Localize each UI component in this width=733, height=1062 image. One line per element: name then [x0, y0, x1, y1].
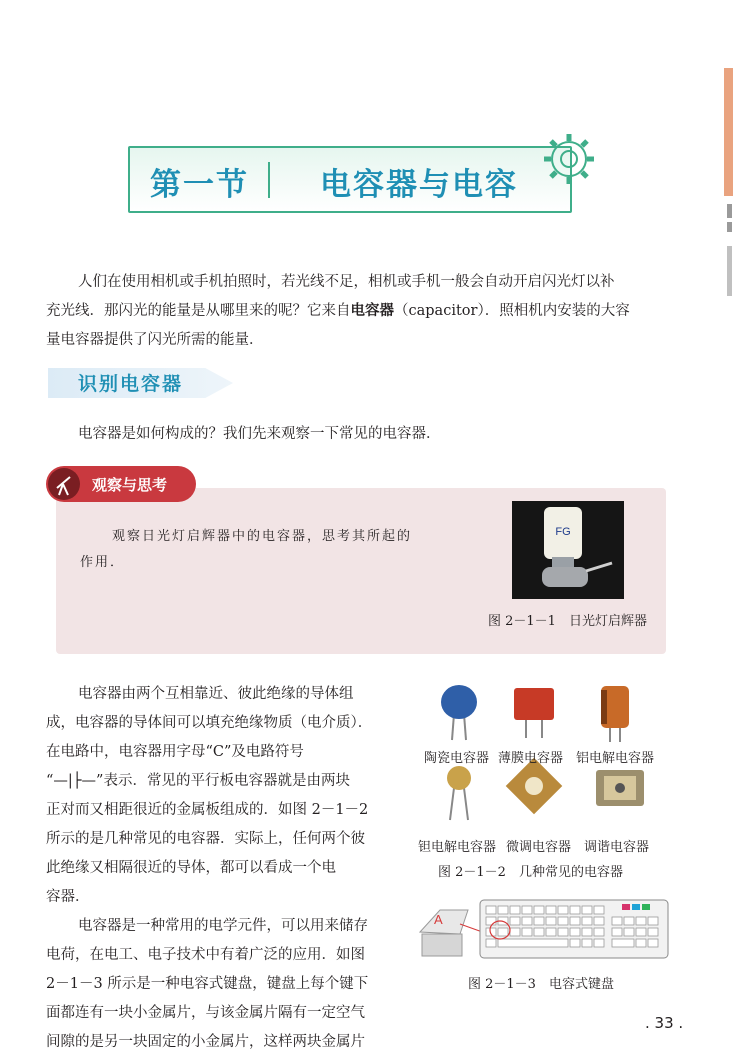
body-line: 间隙的是另一块固定的小金属片，这样两块金属片	[46, 1034, 365, 1050]
telescope-icon	[48, 468, 80, 500]
body-line: 电容器由两个互相靠近、彼此绝缘的导体组	[78, 686, 354, 702]
section-title-divider	[268, 162, 270, 198]
figure-caption-2-1-1: 图 2－1－1 日光灯启辉器	[488, 614, 647, 629]
intro-line-2: 充光线．那闪光的能量是从哪里来的呢？它来自电容器（capacitor）．照相机内安装的大容	[46, 303, 630, 319]
tuning-capacitor-image	[596, 770, 644, 806]
page-number: . 33 .	[645, 1014, 684, 1032]
ceramic-capacitor-image	[441, 685, 477, 740]
body-line: 容器．	[46, 889, 90, 905]
body-line: 正对而又相距很近的金属板组成的．如图 2－1－2	[46, 802, 369, 818]
capacitor-label-aluminum: 铝电解电容器	[576, 751, 655, 766]
term-capacitor: 电容器	[350, 303, 394, 319]
subheading: 识别电容器	[78, 373, 184, 395]
intro-line-3: 量电容器提供了闪光所需的能量．	[46, 332, 264, 348]
tantalum-capacitor-image	[447, 766, 471, 820]
edge-text-mark	[727, 204, 732, 218]
body-line: 所示的是几种常见的电容器．实际上，任何两个彼	[46, 831, 365, 847]
observe-text-line-1: 观察日光灯启辉器中的电容器，思考其所起的	[112, 529, 413, 544]
figure-caption-2-1-2: 图 2－1－2 几种常见的电容器	[438, 865, 623, 880]
film-capacitor-image	[514, 688, 554, 738]
section-number: 第一节	[150, 167, 249, 203]
edge-text-mark	[727, 222, 732, 232]
body-line: 面都连有一块小金属片，与该金属片隔有一定空气	[46, 1005, 365, 1021]
starter-photo	[512, 501, 624, 599]
body-line: 电容器是一种常用的电学元件，可以用来储存	[78, 918, 368, 934]
section-title: 电容器与电容	[320, 167, 518, 203]
trimmer-capacitor-image	[506, 758, 563, 815]
body-line: “—|├—”表示．常见的平行板电容器就是由两块	[46, 773, 350, 789]
capacitor-label-ceramic: 陶瓷电容器	[424, 751, 490, 766]
key-letter: A	[434, 912, 443, 927]
capacitor-label-tantalum: 钽电解电容器	[418, 840, 497, 855]
body-line: 成，电容器的导体间可以填充绝缘物质（电介质）．	[46, 715, 373, 731]
gear-icon	[538, 128, 600, 190]
question-text: 电容器是如何构成的？我们先来观察一下常见的电容器．	[78, 426, 441, 442]
capacitor-label-trimmer: 微调电容器	[506, 840, 572, 855]
capacitor-label-tuning: 调谐电容器	[584, 840, 650, 855]
intro-line-1: 人们在使用相机或手机拍照时，若光线不足，相机或手机一般会自动开启闪光灯以补	[78, 274, 615, 290]
capacitor-label-film: 薄膜电容器	[498, 751, 564, 766]
keyboard-image	[416, 894, 672, 964]
chapter-edge-tab	[724, 68, 733, 196]
observe-text-line-2: 作用．	[80, 555, 126, 570]
aluminum-capacitor-image	[601, 686, 629, 742]
observe-label: 观察与思考	[92, 476, 168, 494]
body-line: 此绝缘又相隔很近的导体，都可以看成一个电	[46, 860, 336, 876]
figure-caption-2-1-3: 图 2－1－3 电容式键盘	[468, 977, 614, 992]
body-line: 在电路中，电容器用字母“C”及电路符号	[46, 744, 304, 760]
photo-label: FG	[555, 526, 571, 538]
body-line: 2－1－3 所示是一种电容式键盘，键盘上每个键下	[46, 976, 369, 992]
edge-text-mark	[727, 246, 732, 296]
body-line: 电荷，在电工、电子技术中有着广泛的应用．如图	[46, 947, 365, 963]
